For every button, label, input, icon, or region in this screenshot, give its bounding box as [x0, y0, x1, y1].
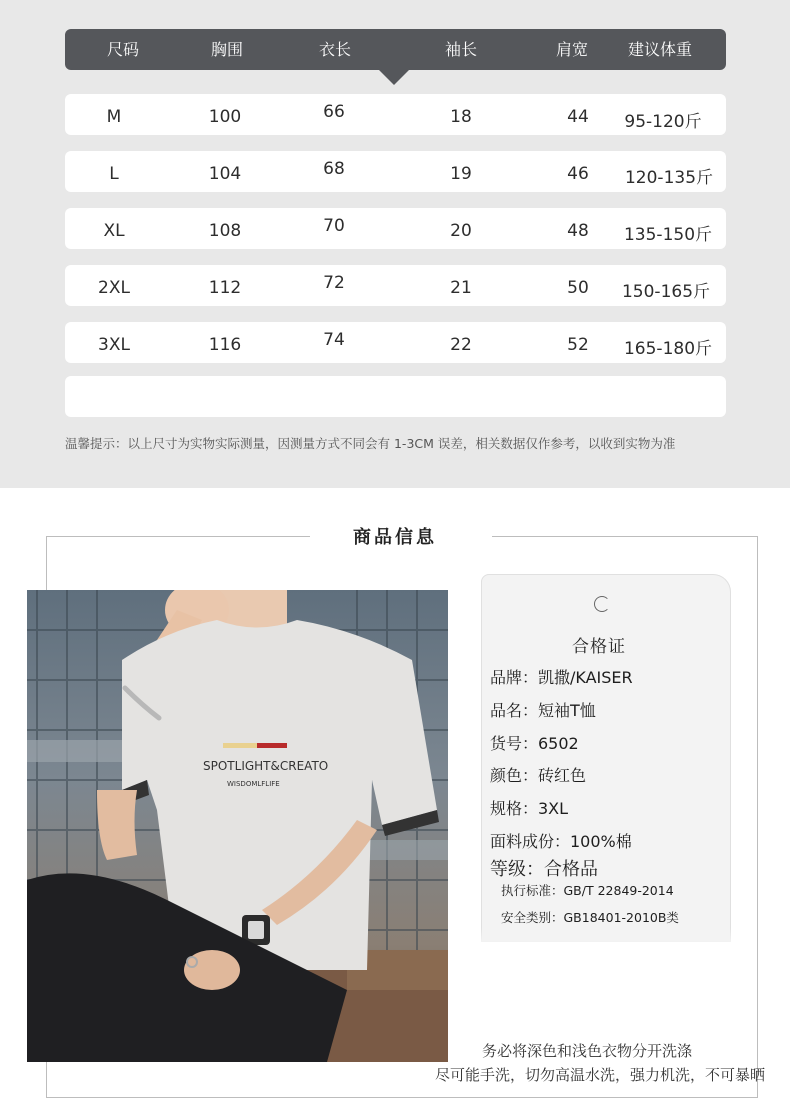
weight-cell: 135-150斤 [623, 225, 713, 245]
tag-grade: 等级：合格品 [490, 859, 598, 880]
size-row [65, 151, 726, 192]
header-size: 尺码 [106, 40, 140, 59]
header-pointer [378, 69, 410, 85]
sleeve-cell: 18 [450, 107, 472, 127]
length-cell: 66 [323, 102, 345, 122]
header-weight: 建议体重 [627, 40, 693, 59]
tag-color: 颜色：砖红色 [490, 766, 587, 785]
wash-instruction-2: 尽可能手洗，切勿高温水洗，强力机洗，不可暴晒 [435, 1066, 766, 1084]
tag-name: 品名：短袖T恤 [490, 701, 596, 720]
length-cell: 74 [323, 330, 345, 350]
section-title: 商品信息 [353, 527, 437, 548]
length-cell: 68 [323, 159, 345, 179]
length-cell: 70 [323, 216, 345, 236]
model-photo-illustration [27, 590, 448, 1062]
tag-item-no: 货号：6502 [490, 734, 579, 753]
weight-cell: 120-135斤 [624, 168, 714, 188]
size-cell: XL [103, 221, 125, 241]
model-photo [27, 590, 448, 1062]
size-cell: L [109, 164, 119, 184]
chest-cell: 116 [208, 335, 242, 355]
sleeve-cell: 21 [450, 278, 472, 298]
chest-cell: 112 [208, 278, 242, 298]
tag-standard: 执行标准：GB/T 22849-2014 [501, 883, 674, 898]
header-length: 衣长 [318, 40, 352, 59]
size-row [65, 208, 726, 249]
size-cell: 2XL [98, 278, 130, 298]
length-cell: 72 [323, 273, 345, 293]
chest-cell: 108 [208, 221, 242, 241]
garment-tag [481, 574, 731, 942]
weight-cell: 95-120斤 [624, 112, 702, 132]
size-note: 温馨提示：以上尺寸为实物实际测量，因测量方式不同会有 1-3CM 误差，相关数据仅作参考，以收到实物为准 [65, 436, 676, 451]
chest-cell: 104 [208, 164, 242, 184]
shirt-print-main: SPOTLIGHT&CREATO [203, 759, 329, 773]
shirt-print-sub: WISDOMLFLIFE [227, 780, 280, 788]
tag-fabric: 面料成份：100%棉 [490, 832, 632, 851]
tag-title: 合格证 [572, 637, 626, 657]
sleeve-cell: 19 [450, 164, 472, 184]
size-chart-section [0, 0, 790, 488]
sleeve-cell: 22 [450, 335, 472, 355]
size-row [65, 265, 726, 306]
wash-instruction-1: 务必将深色和浅色衣物分开洗涤 [482, 1042, 693, 1060]
header-shoulder: 肩宽 [555, 40, 589, 59]
size-row [65, 94, 726, 135]
size-cell: M [106, 107, 122, 127]
header-sleeve: 袖长 [444, 40, 478, 59]
weight-cell: 165-180斤 [623, 339, 713, 359]
chest-cell: 100 [208, 107, 242, 127]
header-chest: 胸围 [210, 40, 244, 59]
shoulder-cell: 44 [567, 107, 589, 127]
tag-hole [594, 596, 610, 612]
tag-spec: 规格：3XL [490, 799, 569, 818]
empty-size-row [65, 376, 726, 417]
size-row [65, 322, 726, 363]
weight-cell: 150-165斤 [621, 282, 711, 302]
tag-fade [481, 928, 731, 942]
shoulder-cell: 48 [567, 221, 589, 241]
tag-brand: 品牌：凯撒/KAISER [490, 668, 633, 687]
shoulder-cell: 46 [567, 164, 589, 184]
size-chart-header [65, 29, 726, 70]
tag-safety: 安全类别：GB18401-2010B类 [501, 910, 679, 925]
size-cell: 3XL [98, 335, 130, 355]
shoulder-cell: 52 [567, 335, 589, 355]
sleeve-cell: 20 [450, 221, 472, 241]
shoulder-cell: 50 [567, 278, 589, 298]
